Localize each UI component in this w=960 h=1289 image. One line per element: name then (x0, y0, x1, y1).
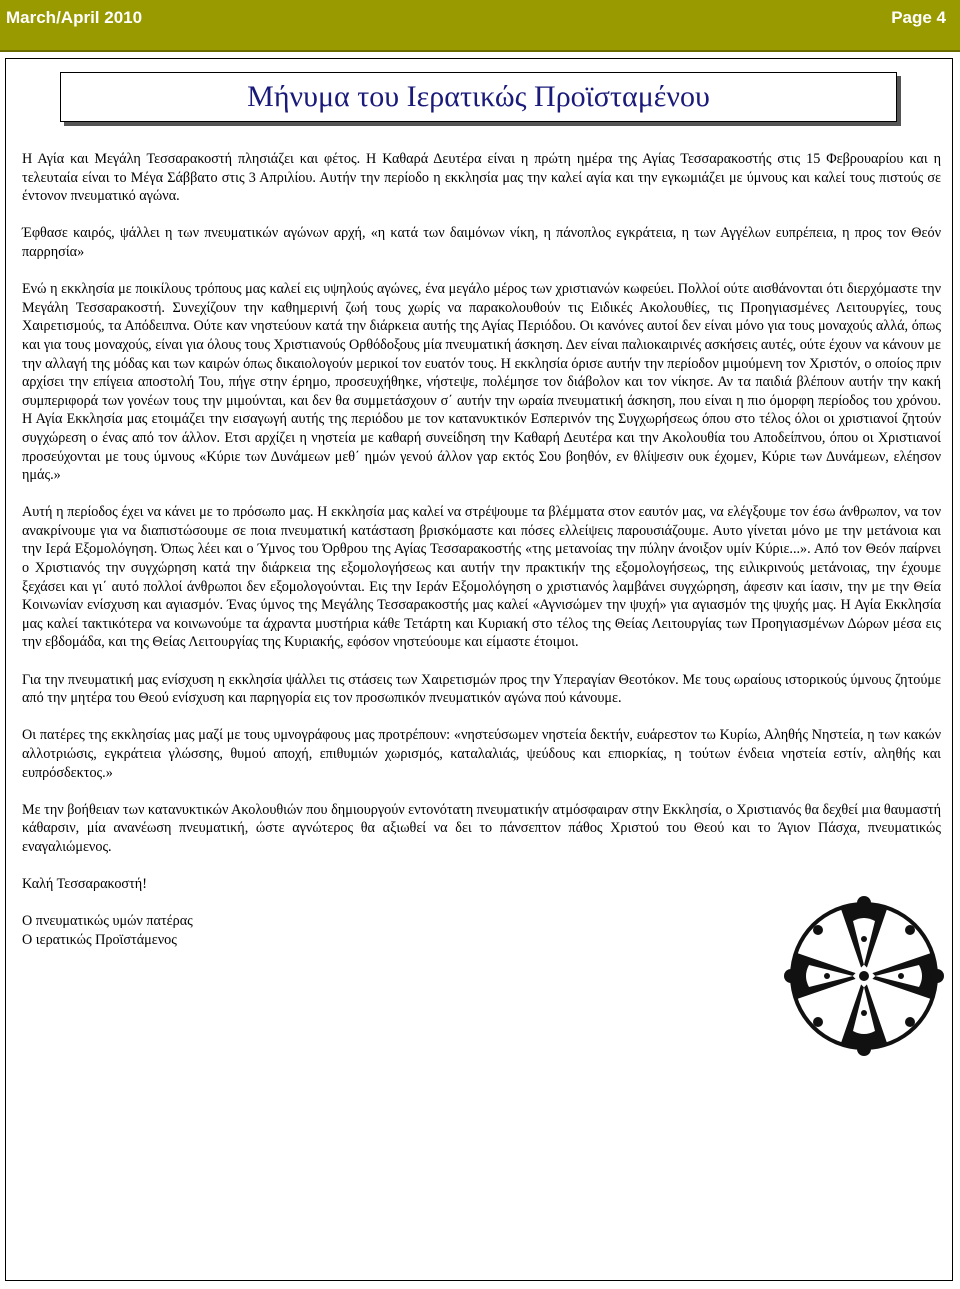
paragraph-1: Η Αγία και Μεγάλη Τεσσαρακοστή πλησιάζει και φέτος. Η Καθαρά Δευτέρα είναι η πρώτη ημέρα της Αγίας Τεσσαρακοστής στις 15 Φεβρουαρίου και η τελευταία είναι το Μέγα Σάββατο στις 3 Απριλίου. Αυτήν την περίοδο η εκκλησία μας την καλεί αγία και την εγκωμιάζει με ύμνους και καλεί τους πιστούς σε έντονον πνευματικό αγώνα. (22, 151, 941, 205)
page-header (0, 0, 960, 52)
title-box (60, 72, 897, 122)
byzantine-cross-icon (783, 883, 945, 1069)
paragraph-7: Με την βοήθειαν των κατανυκτικών Ακολουθιών που δημιουργούν εντονότατη πνευματικήν ατμόσφαιραν στην Εκκλησία, ο Χριστιανός θα δεχθεί μια θαυμαστή κάθαρσιν, μία ανανέωση πνευματική, ώστε αγνώτερος θα αξιωθεί να δει το πάνσεπτον πάθος Χριστού του Θεού και το Άγιον Πάσχα, πνευματικώς εναγαλιώμενος. (22, 801, 941, 855)
signature-line-2: Ο ιερατικώς Προϊστάμενος (22, 931, 177, 948)
issue-date: March/April 2010 (6, 8, 143, 27)
page-title: Μήνυμα του Ιερατικώς Προϊσταμένου (247, 80, 710, 113)
page-number: Page 4 (891, 8, 946, 27)
paragraph-2: Έφθασε καιρός, ψάλλει η των πνευματικών αγώνων αρχή, «η κατά των δαιμόνων νίκη, η πάνοπλος εγκράτεια, η των Αγγέλων ευπρέπεια, η προς τον Θεόν παρρησία» (22, 225, 941, 260)
paragraph-3: Ενώ η εκκλησία με ποικίλους τρόπους μας καλεί εις υψηλούς αγώνες, ένα μεγάλο μέρος των χριστιανών κωφεύει. Πολλοί ούτε αισθάνονται ότι διερχόμαστε την Μεγάλη Τεσσαρακοστή. Συνεχίζουν την καθημερινή ζωή τους χωρίς να παρακολουθούν τις Ειδικές Ακολουθίες, τις Προηγιασμένες Λειτουργίες, τους Χαιρετισμούς, τα Απόδειπνα. Ούτε καν νηστεύουν κατά την διάρκεια αυτής της Αγίας Περιόδου. Οι κανόνες αυτοί δεν είναι μόνο για τους μοναχούς αλλά, όπως και για τους μοναχούς, είναι για όλους τους Χριστιανούς Ορθόδοξους μία πνευματική άσκηση. Δεν είναι παλιοκαιρινές ασκήσεις αυτές, ούτε έχουν να κάνουν με την αλλαγή της μόδας και των καιρών όπως δικαιολογούν μερικοί τον ευατόν τους. Η εκκλησία όρισε αυτήν την περίοδον μιμούμενη τον Χριστόν, ο οποίος πριν αρχίσει την επίγεια αποστολή Του, πήγε στην έρημο, προσευχήθηκε, νήστεψε, πολέμησε τον διάβολον και τον νίκησε. Αν τα παιδιά βλέπουν αυτήν την κακή συμπεριφορά των γονέων τους την μιμούνται, και δεν θα συμμετάσχουν σ΄ αυτήν την ωραία πνευματική άσκηση, που είναι η πιο όμορφη περίοδος του χρόνου. Η Αγία Εκκλησία μας ετοιμάζει την εισαγωγή αυτής της περιόδου με τον κατανυκτικόν Εσπερινόν της Συγχωρήσεως όπου στο τέλος όλοι οι χριστιανοί ζητούν συγχώρεση ο ένας από τον άλλον. Ετσι αρχίζει η νηστεία με καθαρή συνείδηση την Καθαρή Δευτέρα και την Ακολουθία του Αποδείπνου, όπου οι Χριστιανοί προσεύχονται με τους ύμνους «Κύριε των Δυνάμεων μεθ΄ ημών γενού άλλον γαρ εκτός Σου βοηθόν, εν θλίψεσιν ουκ έχομεν, Κύριε των Δυνάμεων, ελέησον ημάς.» (22, 281, 941, 484)
paragraph-5: Για την πνευματική μας ενίσχυση η εκκλησία ψάλλει τις στάσεις των Χαιρετισμών προς την Υπεραγίαν Θεοτόκον. Με τους ωραίους ιστορικούς ύμνους ζητούμε από την μητέρα του Θεού ενίσχυση και παρηγορία εις τον προσωπικόν πνευματικόν αγώνα πού κάνουμε. (22, 671, 941, 707)
signature-line-1: Ο πνευματικώς υμών πατέρας (22, 913, 193, 930)
paragraph-4: Αυτή η περίοδος έχει να κάνει με το πρόσωπο μας. Η εκκλησία μας καλεί να στρέψουμε τα βλέμματα στον εαυτόν μας, να ελέγξουμε τον έσω άνθρωπον, να τον ανακρίνουμε για να διαπιστώσουμε σε ποια πνευματική κατάσταση βρισκόμαστε και πόσες ελλείψεις παρουσιάζουμε. Αυτο γίνεται μόνο με την μετάνοια και την Ιερά Εξομολόγηση. Όπως λέει και ο Ύμνος του Όρθρου της Αγίας Τεσσαρακοστής «της μετανοίας την πύλην άνοιξον υμίν Κύριε...». Από τον Θεόν παίρνει ο Χριστιανός την συγχώρηση κατά την διάρκεια της εξομολογήσεως και αυτήν την πρακτικήν της εξομολογήσεως, της ειλικρινούς μετάνοιας, την έχουμε ξεχάσει και γι΄ αυτό πολλοί άνθρωποι δεν εξομολογούνται. Εις την Ιεράν Εξομολόγηση ο χριστιανός λαμβάνει συγχώρηση, άφεσιν και ίασιν, την με την Θεία Κοινωνίαν ενίσχυση και αγιασμόν. Ένας ύμνος της Μεγάλης Τεσσαρακοστής μας καλεί «Αγνισώμεν την ψυχή» για αγιασμόν της ψυχής μας. Η Αγία Εκκλησία μας καλεί τακτικότερα να κοινωνούμε τα άχραντα μυστήρια κάθε Τετάρτη και Κυριακή στο τέλος της Θείας Λειτουργίας των Προηγιασμένων Δώρων μέσα εις την εβδομάδα, και της Θείας Λειτουργίας της Κυριακής, εφόσον νηστεύουμε και είμαστε έτοιμοι. (22, 504, 941, 651)
article-body (22, 150, 941, 1069)
paragraph-6: Οι πατέρες της εκκλησίας μας μαζί με τους υμνογράφους μας προτρέπουν: «νηστεύσωμεν νηστεία δεκτήν, ευάρεστον τω Κυρίω, Αληθής Νηστεία, η των κακών αλλοτριώσις, εγκράτεια γλώσσης, θυμού αποχή, επιθυμιών χωρισμός, καταλαλιάς, ψεύδους και επιορκίας, η τούτων ένδεια νηστεία εστίν, αληθής και ευπρόσδεκτος.» (22, 727, 941, 781)
closing-line: Καλή Τεσσαρακοστή! (22, 876, 147, 893)
